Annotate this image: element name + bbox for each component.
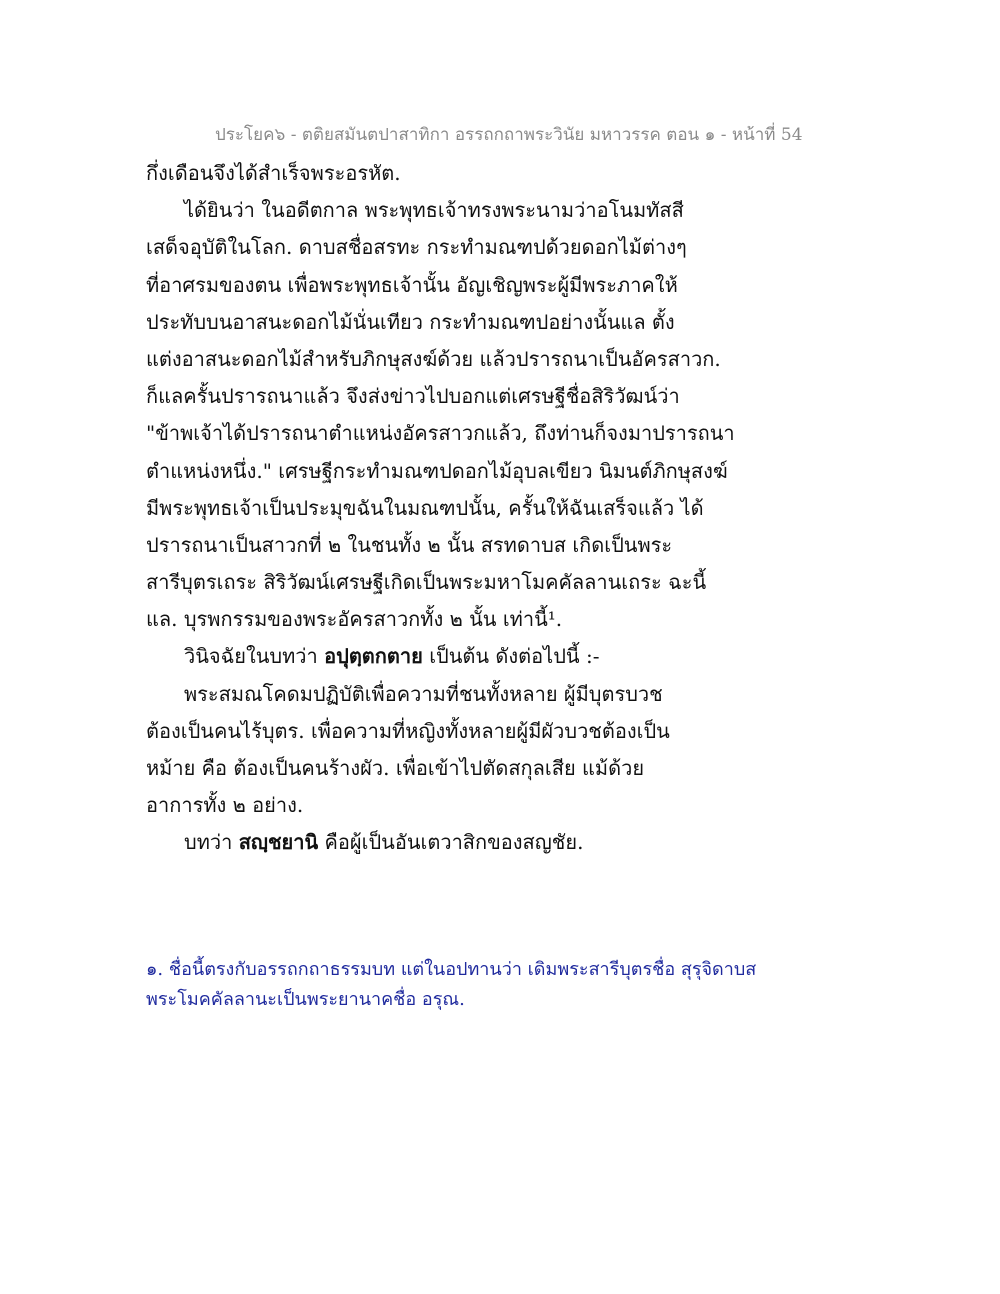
text-run: คือผู้เป็นอันเตวาสิกของสญชัย. — [318, 830, 584, 855]
text-line: มีพระพุทธเจ้าเป็นประมุขฉันในมณฑปนั้น, ครั้นให้ฉันเสร็จแล้ว ได้ — [146, 495, 704, 520]
text-line: ปรารถนาเป็นสาวกที่ ๒ ในชนทั้ง ๒ นั้น สรทดาบส เกิดเป็นพระ — [146, 532, 673, 557]
text-line: ก็แลครั้นปรารถนาแล้ว จึงส่งข่าวไปบอกแต่เศรษฐีชื่อสิริวัฒน์ว่า — [146, 384, 680, 409]
footnote-line: พระโมคคัลลานะเป็นพระยานาคชื่อ อรุณ. — [146, 989, 465, 1010]
text-line: ต้องเป็นคนไร้บุตร. เพื่อความที่หญิงทั้งหลายผู้มีผัวบวชต้องเป็น — [146, 718, 670, 743]
body-text — [146, 155, 866, 862]
paragraph-start: ได้ยินว่า ในอดีตกาล พระพุทธเจ้าทรงพระนามว่าอโนมทัสสี — [184, 198, 684, 223]
footnote — [146, 955, 866, 1015]
text-line: อาการทั้ง ๒ อย่าง. — [146, 793, 304, 818]
footnote-line: ๑. ชื่อนี้ตรงกับอรรถกถาธรรมบท แต่ในอปทานว่า เดิมพระสารีบุตรชื่อ สุรุจิดาบส — [146, 959, 757, 980]
text-line: กึ่งเดือนจึงได้สำเร็จพระอรหัต. — [146, 161, 401, 185]
pali-term: สญฺชยานิ — [238, 830, 319, 855]
text-line: เสด็จอุบัติในโลก. ดาบสชื่อสรทะ กระทำมณฑปด้วยดอกไม้ต่างๆ — [146, 235, 687, 260]
text-line: แต่งอาสนะดอกไม้สำหรับภิกษุสงฆ์ด้วย แล้วปรารถนาเป็นอัครสาวก. — [146, 346, 721, 371]
text-run: เป็นต้น ดังต่อไปนี้ :- — [422, 644, 600, 669]
text-line: แล. บุรพกรรมของพระอัครสาวกทั้ง ๒ นั้น เท่านี้¹. — [146, 607, 563, 632]
paragraph-start: พระสมณโคดมปฏิบัติเพื่อความที่ชนทั้งหลาย ผู้มีบุตรบวช — [184, 681, 663, 706]
text-line: สารีบุตรเถระ สิริวัฒน์เศรษฐีเกิดเป็นพระมหาโมคคัลลานเถระ ฉะนี้ — [146, 570, 707, 595]
text-run: บทว่า — [184, 830, 239, 855]
paragraph-start — [146, 638, 866, 675]
paragraph-start — [146, 824, 866, 861]
pali-term: อปุตฺตกตาย — [324, 644, 423, 669]
text-line: "ข้าพเจ้าได้ปรารถนาตำแหน่งอัครสาวกแล้ว, ถึงท่านก็จงมาปรารถนา — [146, 421, 735, 446]
text-line: ประทับบนอาสนะดอกไม้นั่นเทียว กระทำมณฑปอย่างนั้นแล ตั้ง — [146, 309, 675, 334]
text-line: ที่อาศรมของตน เพื่อพระพุทธเจ้านั้น อัญเชิญพระผู้มีพระภาคให้ — [146, 272, 678, 297]
text-line: หม้าย คือ ต้องเป็นคนร้างผัว. เพื่อเข้าไปตัดสกุลเสีย แม้ด้วย — [146, 756, 645, 780]
text-line: ตำแหน่งหนึ่ง." เศรษฐีกระทำมณฑปดอกไม้อุบลเขียว นิมนต์ภิกษุสงฆ์ — [146, 458, 728, 483]
running-header: ประโยค๖ - ตติยสมันตปาสาทิกา อรรถกถาพระวินัย มหาวรรค ตอน ๑ - หน้าที่ 54 — [215, 125, 803, 145]
text-run: วินิจฉัยในบทว่า — [184, 644, 325, 669]
